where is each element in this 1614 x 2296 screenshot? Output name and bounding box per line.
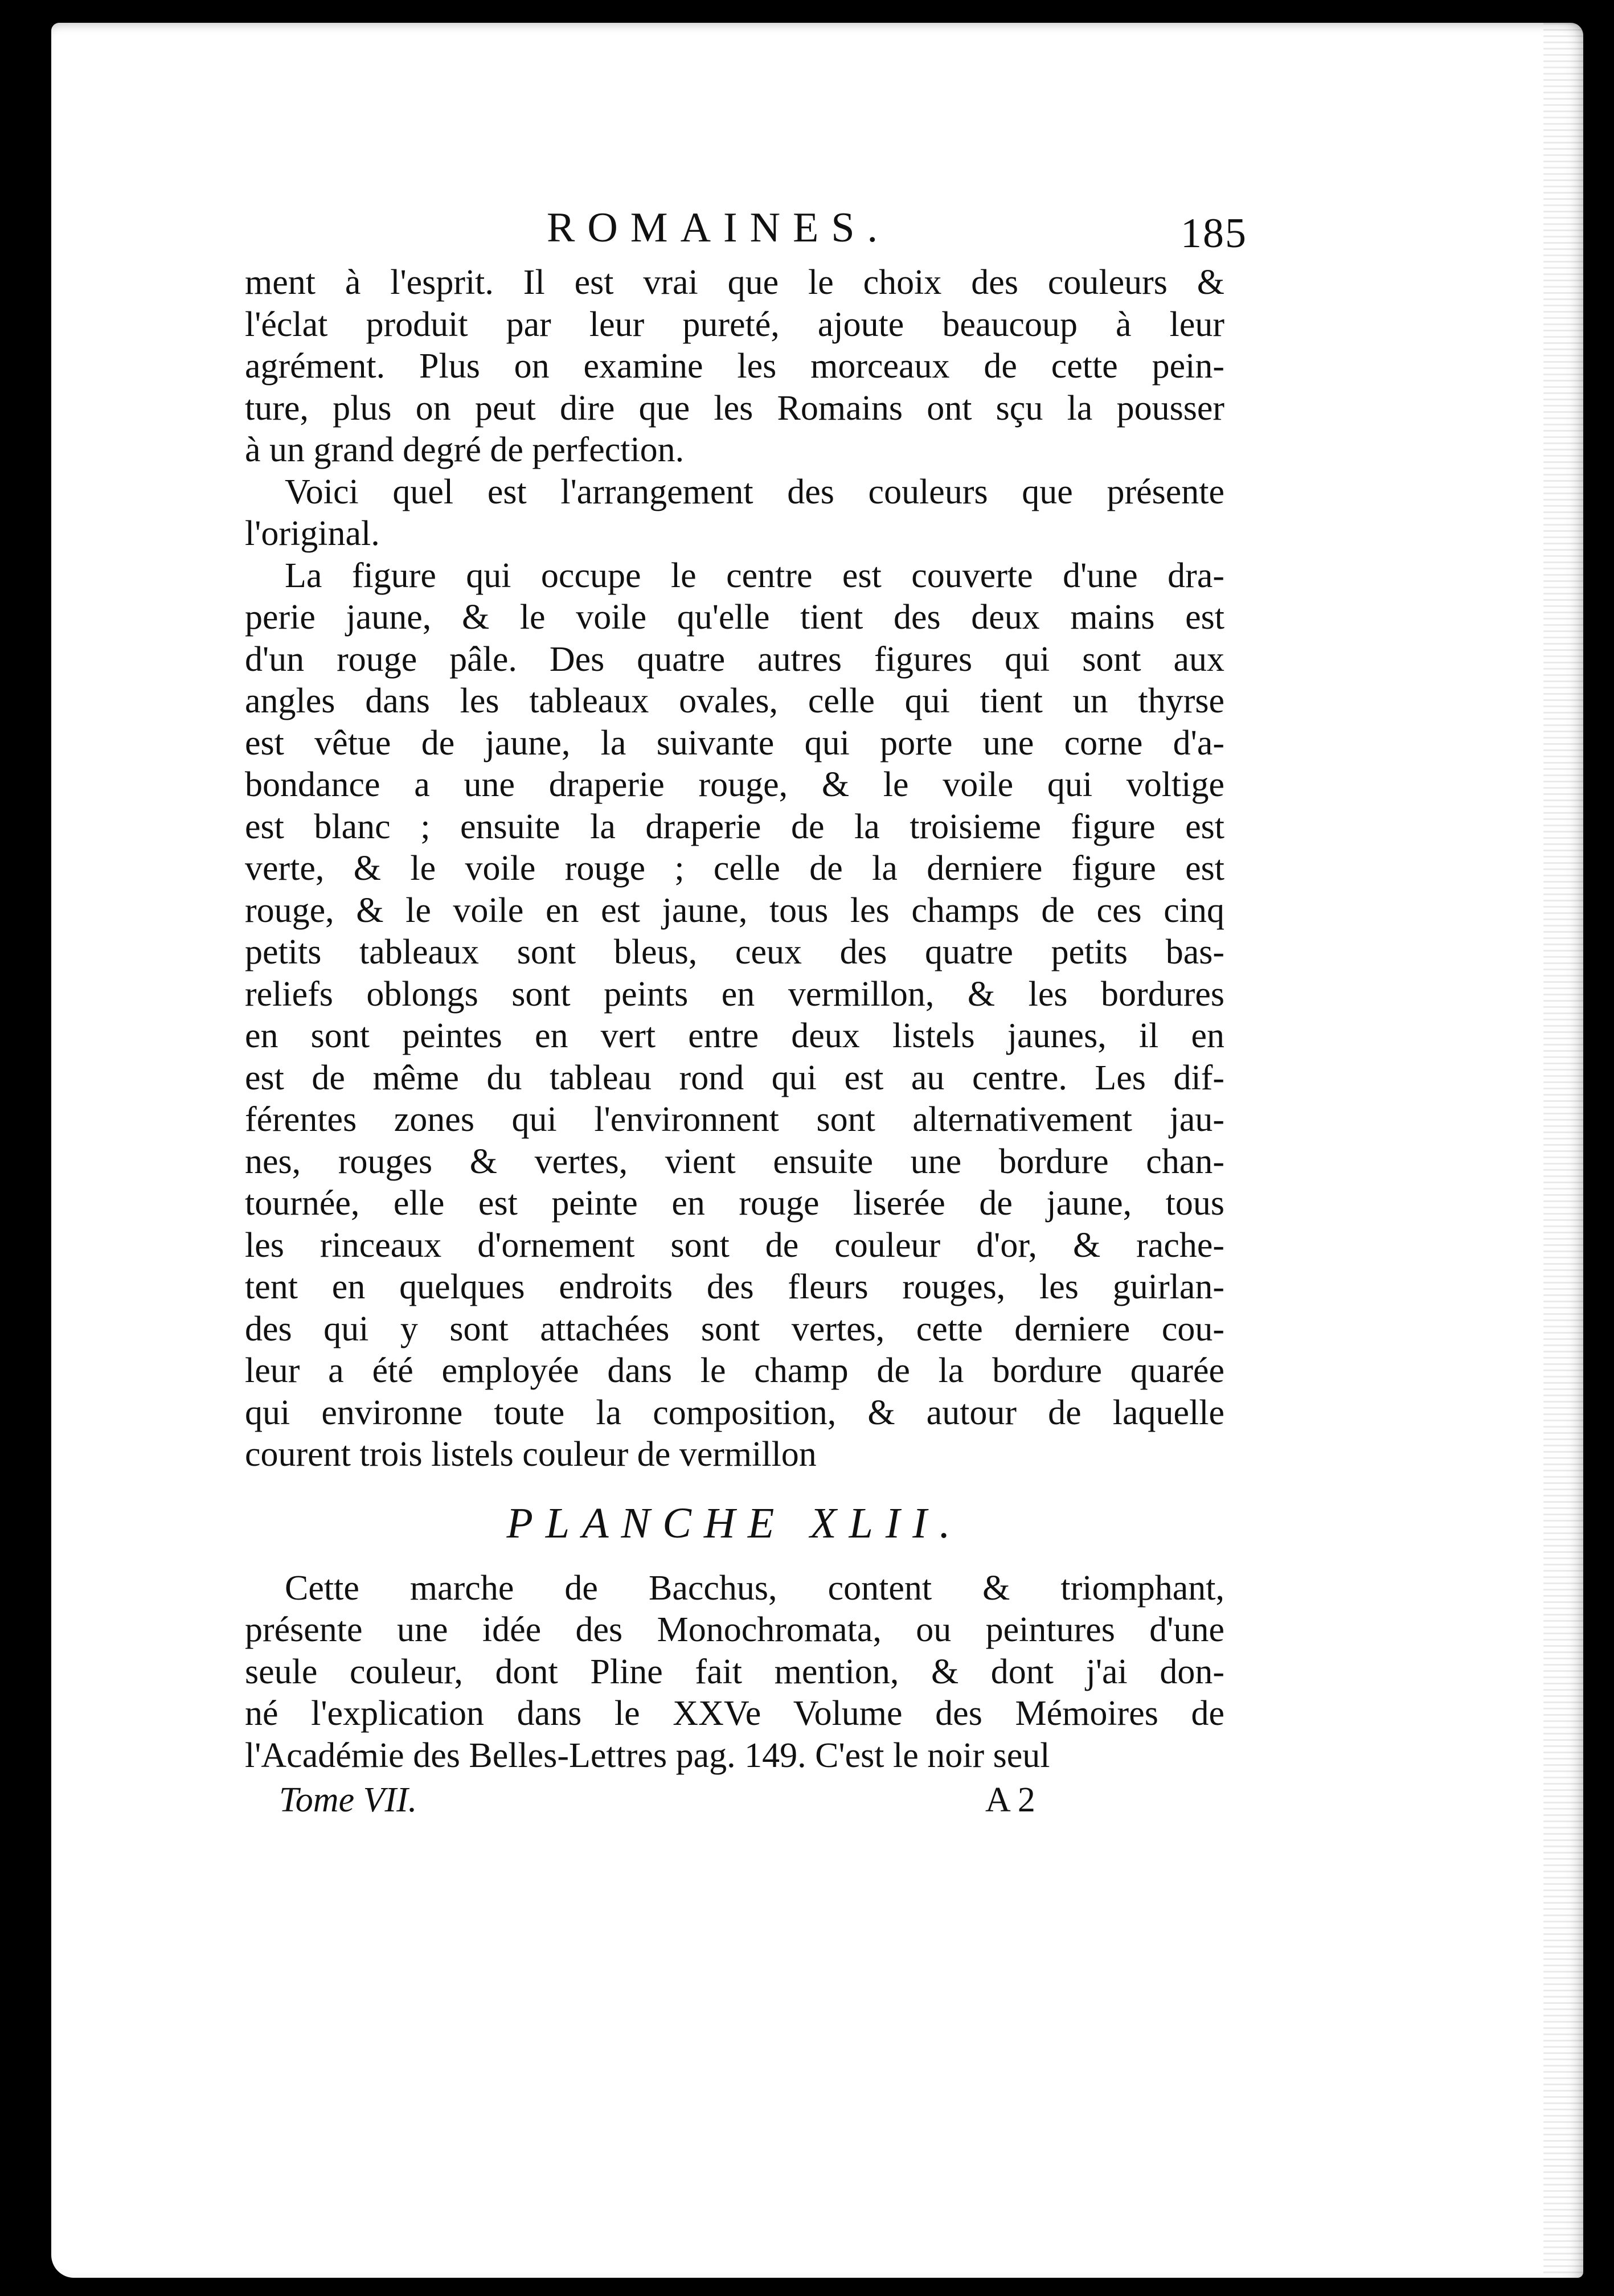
- text-line: Cette marche de Bacchus, content & triomphant,: [285, 1568, 1224, 1608]
- text-line: l'Académie des Belles-Lettres pag. 149. C'est le noir seul: [245, 1736, 1050, 1775]
- body-text: [245, 262, 1224, 1476]
- text-line: l'éclat produit par leur pureté, ajoute beaucoup à leur: [245, 305, 1224, 344]
- text-line: à un grand degré de perfection.: [245, 430, 685, 469]
- text-block: [245, 194, 1247, 1831]
- book-page: [51, 23, 1583, 2278]
- text-line: les rinceaux d'ornement sont de couleur d'or, & rache-: [245, 1225, 1224, 1265]
- text-line: rouge, & le voile en est jaune, tous les champs de ces cinq: [245, 891, 1224, 930]
- text-line: bondance a une draperie rouge, & le voile qui voltige: [245, 765, 1224, 804]
- text-line: nes, rouges & vertes, vient ensuite une bordure chan-: [245, 1142, 1224, 1181]
- page-header: [245, 194, 1247, 262]
- text-line: ment à l'esprit. Il est vrai que le choix des couleurs &: [245, 263, 1224, 302]
- text-line: La figure qui occupe le centre est couverte d'une dra-: [285, 556, 1224, 595]
- text-line: verte, & le voile rouge ; celle de la derniere figure est: [245, 849, 1224, 888]
- text-line: est de même du tableau rond qui est au centre. Les dif-: [245, 1058, 1224, 1097]
- text-line: férentes zones qui l'environnent sont alternativement jau-: [245, 1100, 1224, 1139]
- page-number: 185: [1181, 210, 1247, 257]
- text-line: tournée, elle est peinte en rouge liserée de jaune, tous: [245, 1184, 1224, 1223]
- text-line: présente une idée des Monochromata, ou peintures d'une: [245, 1610, 1224, 1649]
- page-footer: [245, 1780, 1224, 1831]
- text-line: des qui y sont attachées sont vertes, cette derniere cou-: [245, 1309, 1224, 1348]
- page-edge-shadow: [1543, 23, 1583, 2278]
- text-line: l'original.: [245, 514, 380, 553]
- text-line: Voici quel est l'arrangement des couleurs que présente: [285, 472, 1224, 511]
- paragraph: [245, 262, 1224, 472]
- text-line: reliefs oblongs sont peints en vermillon, & les bordures: [245, 974, 1224, 1014]
- text-line: tent en quelques endroits des fleurs rouges, les guirlan-: [245, 1268, 1224, 1306]
- text-line: perie jaune, & le voile qu'elle tient des deux mains est: [245, 598, 1224, 637]
- paragraph: [245, 555, 1224, 1476]
- paragraph: [245, 1568, 1224, 1777]
- plate-heading: PLANCHE XLII.: [506, 1499, 963, 1547]
- text-line: seule couleur, dont Pline fait mention, & dont j'ai don-: [245, 1652, 1224, 1691]
- text-line: est blanc ; ensuite la draperie de la troisieme figure est: [245, 807, 1224, 846]
- plate-description: [245, 1568, 1224, 1777]
- volume-label: Tome VII.: [279, 1781, 417, 1819]
- text-line: angles dans les tableaux ovales, celle qui tient un thyrse: [245, 682, 1224, 720]
- text-line: qui environne toute la composition, & autour de laquelle: [245, 1393, 1224, 1432]
- text-line: ture, plus on peut dire que les Romains ont sçu la pousser: [245, 388, 1224, 428]
- text-line: courent trois listels couleur de vermillon: [245, 1435, 817, 1474]
- text-line: né l'explication dans le XXVe Volume des Mémoires de: [245, 1694, 1224, 1733]
- text-line: est vêtue de jaune, la suivante qui porte une corne d'a-: [245, 723, 1224, 762]
- text-line: d'un rouge pâle. Des quatre autres figures qui sont aux: [245, 639, 1224, 679]
- signature-mark: A 2: [985, 1781, 1035, 1819]
- text-line: agrément. Plus on examine les morceaux de cette pein-: [245, 347, 1224, 386]
- running-head: ROMAINES.: [547, 204, 890, 251]
- paragraph: [245, 472, 1224, 555]
- text-line: petits tableaux sont bleus, ceux des quatre petits bas-: [245, 933, 1224, 971]
- text-line: leur a été employée dans le champ de la bordure quarée: [245, 1351, 1224, 1390]
- text-line: en sont peintes en vert entre deux listels jaunes, il en: [245, 1016, 1224, 1055]
